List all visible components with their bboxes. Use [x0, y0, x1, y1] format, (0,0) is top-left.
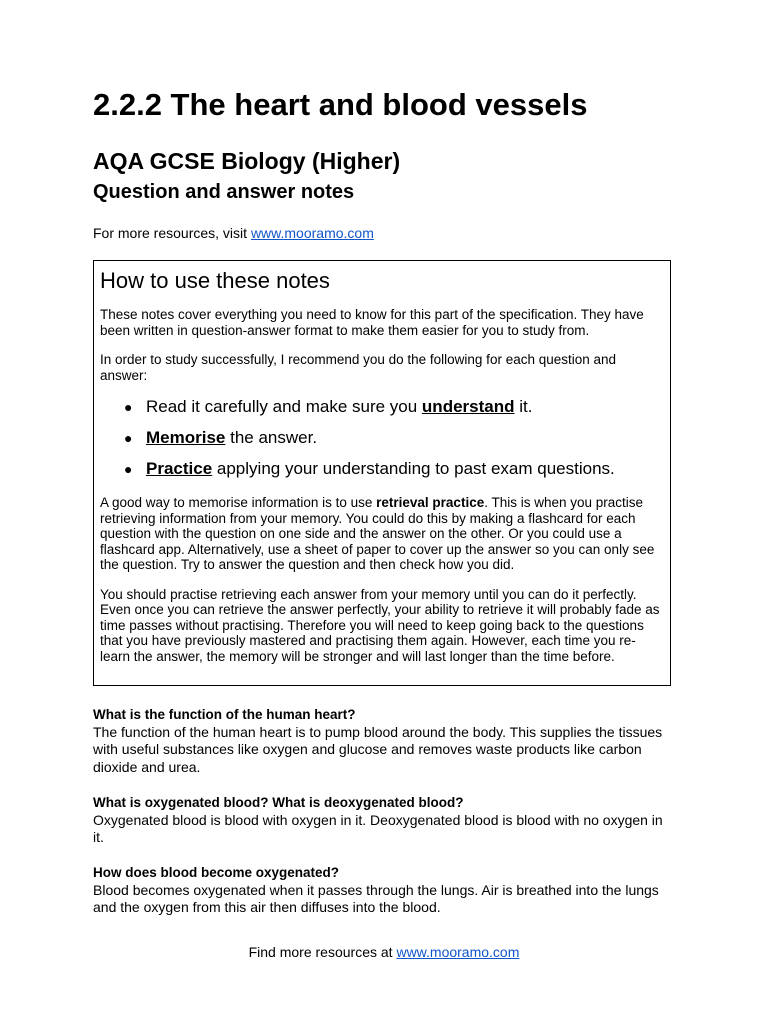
answer: Blood becomes oxygenated when it passes through the lungs. Air is breathed into the lungs and the oxygen from this air then diffuses into the blood.	[93, 881, 659, 915]
memorise-keyword: Memorise	[146, 428, 226, 447]
resources-link[interactable]: www.mooramo.com	[250, 225, 374, 241]
page-footer	[0, 943, 768, 961]
list-item: ● Practice applying your understanding to past exam questions.	[124, 459, 615, 478]
bullet-icon: ●	[124, 399, 133, 415]
notes-subtitle: Question and answer notes	[93, 181, 355, 203]
page-title: 2.2.2 The heart and blood vessels	[93, 87, 588, 122]
howto-paragraph-3: A good way to memorise information is to use retrieval practice. This is when you practise retrieving information from your memory. You could do this by making a flashcard for each question with the question on one side and the answer on the other. Or you could use a flashcard app. Alternatively, use a sheet of paper to cover up the answer so you can only see the question. Try to answer the question and then check how you did.	[100, 495, 655, 572]
list-item: ● Read it carefully and make sure you understand it.	[124, 397, 533, 416]
qa-item-1	[93, 706, 673, 776]
resources-line	[93, 224, 374, 242]
list-item: ● Memorise the answer.	[124, 428, 318, 447]
resources-text: For more resources, visit	[93, 225, 251, 241]
how-to-use-box	[93, 260, 671, 686]
howto-paragraph-4: You should practise retrieving each answer from your memory until you can do it perfectly. Even once you can retrieve the answer perfectly, your ability to retrieve it will probably fade as time passes without practising. Therefore you will need to keep going back to the questions that you have previously mastered and practising them again. However, each time you re-learn the answer, the memory will be stronger and will last longer than the time before.	[100, 586, 660, 664]
understand-keyword: understand	[421, 397, 515, 416]
how-to-use-title: How to use these notes	[100, 268, 330, 293]
course-subtitle: AQA GCSE Biology (Higher)	[93, 148, 401, 174]
question: What is the function of the human heart?	[93, 707, 356, 722]
answer: The function of the human heart is to pump blood around the body. This supplies the tissues with useful substances like oxygen and glucose and removes waste products like carbon dioxide and urea.	[93, 723, 663, 775]
howto-paragraph-2: In order to study successfully, I recommend you do the following for each question and answer:	[100, 352, 617, 383]
qa-item-3	[93, 864, 673, 917]
qa-item-2	[93, 794, 673, 847]
bullet-icon: ●	[124, 461, 133, 477]
answer: Oxygenated blood is blood with oxygen in it. Deoxygenated blood is blood with no oxygen in it.	[93, 811, 663, 845]
practice-keyword: Practice	[146, 459, 213, 478]
footer-text: Find more resources at	[248, 944, 397, 960]
howto-paragraph-1: These notes cover everything you need to know for this part of the specification. They have been written in question-answer format to make them easier for you to study from.	[100, 307, 644, 338]
bullet-icon: ●	[124, 430, 133, 446]
retrieval-practice-term: retrieval practice	[376, 495, 485, 510]
question: How does blood become oxygenated?	[93, 865, 340, 880]
footer-link[interactable]: www.mooramo.com	[396, 944, 520, 960]
question: What is oxygenated blood? What is deoxygenated blood?	[93, 795, 464, 810]
study-steps-list	[100, 397, 664, 479]
